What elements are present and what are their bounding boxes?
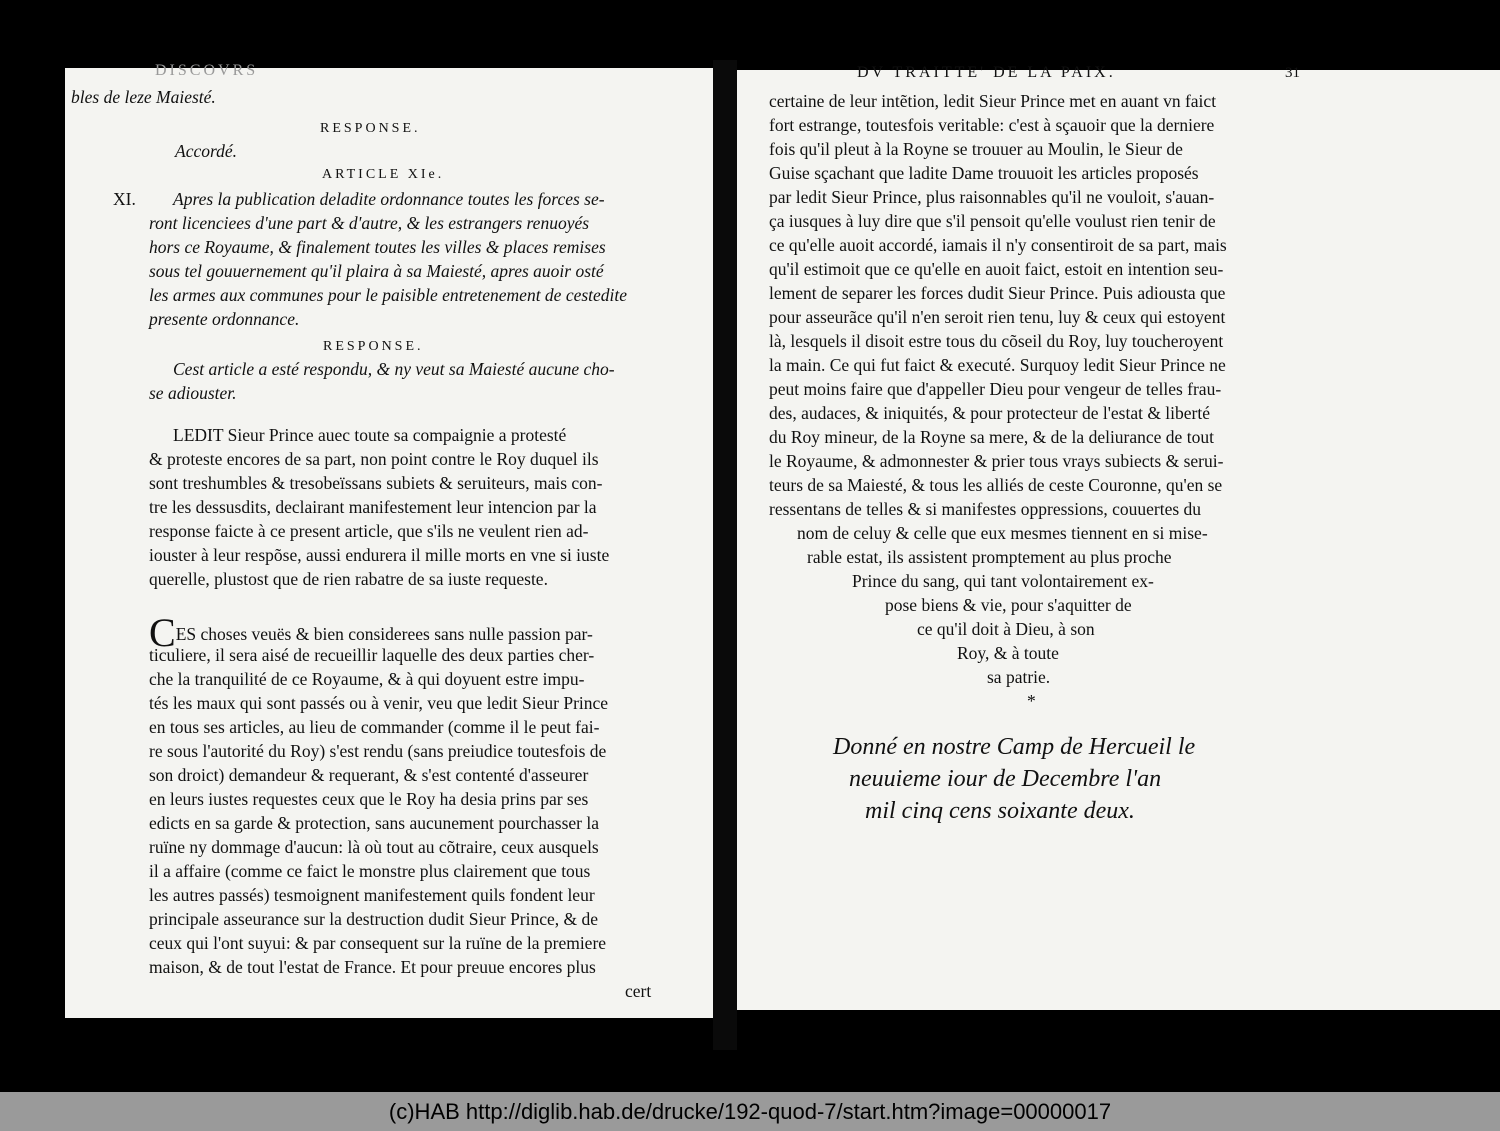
text-line: response faicte à ce present article, que s'ils ne veulent rien ad- [149, 521, 589, 541]
section-heading: RESPONSE. [320, 121, 421, 136]
text-line: iouster à leur respõse, aussi endurera il mille morts en vne si iuste [149, 545, 610, 565]
text-line: edicts en sa garde & protection, sans aucunement pourchasser la [149, 813, 599, 833]
text-line: fois qu'il pleut à la Royne se trouuer au Moulin, le Sieur de [769, 139, 1183, 159]
right-page [737, 64, 1500, 1010]
article-number: XI. [113, 189, 136, 209]
text-line: le Royaume, & admonnester & prier tous vrays subiects & serui- [769, 451, 1224, 471]
text-line: teurs de sa Maiesté, & tous les alliés de ceste Couronne, qu'en se [769, 475, 1223, 495]
text-line: Accordé. [175, 141, 238, 161]
catchword: cert [625, 981, 652, 1001]
text-line: sous tel gouuernement qu'il plaira à sa Maiesté, apres auoir osté [149, 261, 604, 281]
text-line: Apres la publication deladite ordonnance toutes les forces se- [173, 189, 605, 209]
text-line: sont treshumbles & tresobeïssans subiets & seruiteurs, mais con- [149, 473, 603, 493]
text-line: la main. Ce qui fut faict & executé. Surquoy ledit Sieur Prince ne [769, 355, 1226, 375]
text-line: qu'il estimoit que ce qu'elle en auoit faict, estoit en intention seu- [769, 259, 1224, 279]
ornament-asterisk: * [1027, 691, 1036, 711]
text-line: nom de celuy & celle que eux mesmes tiennent en si mise- [797, 523, 1208, 543]
text-line: certaine de leur intẽtion, ledit Sieur Prince met en auant vn faict [769, 91, 1217, 111]
text-line: Roy, & à toute [957, 643, 1059, 663]
text-line: les autres passés) tesmoignent manifestement quils fondent leur [149, 885, 595, 905]
text-line: Guise sçachant que ladite Dame trouuoit les articles proposés [769, 163, 1199, 183]
text-line: ce qu'elle auoit accordé, iamais il n'y consentiroit de sa part, mais [769, 235, 1227, 255]
text-line: bles de leze Maiesté. [71, 87, 216, 107]
text-line: querelle, plustost que de rien rabatre de sa iuste requeste. [149, 569, 548, 589]
text-line: rable estat, ils assistent promptement au plus proche [807, 547, 1172, 567]
text-line: peut moins faire que d'appeller Dieu pour vengeur de telles frau- [769, 379, 1222, 399]
text-line: lement de separer les forces dudit Sieur Prince. Puis adiousta que [769, 283, 1226, 303]
text-line: ES choses veuës & bien considerees sans nulle passion par- [175, 624, 593, 644]
text-line: & proteste encores de sa part, non point contre le Roy duquel ils [149, 449, 599, 469]
text-line: tre les dessusdits, declairant manifestement leur intencion par la [149, 497, 597, 517]
text-line: ceux qui l'ont suyui: & par consequent sur la ruïne de la premiere [149, 933, 607, 953]
text-line: sa patrie. [987, 667, 1051, 687]
text-line: ressentans de telles & si manifestes oppressions, couuertes du [769, 499, 1202, 519]
text-line: son droict) demandeur & requerant, & s'est contenté d'asseurer [149, 765, 589, 785]
text-line: Prince du sang, qui tant volontairement ex- [852, 571, 1154, 591]
text-line: pose biens & vie, pour s'aquitter de [885, 595, 1132, 615]
text-line: des, audaces, & iniquités, & pour protecteur de l'estat & liberté [769, 403, 1211, 423]
running-head-left: DISCOVRS [155, 62, 259, 79]
text-line: il a affaire (comme ce faict le monstre plus clairement que tous [149, 861, 591, 881]
text-line: pour asseurãce qu'il n'en seroit rien tenu, luy & ceux qui estoyent [769, 307, 1226, 327]
text-line: Cest article a esté respondu, & ny veut sa Maiesté aucune cho- [173, 359, 615, 379]
text-line: ça iusques à luy dire que s'il pensoit qu'elle voulust rien tenir de [769, 211, 1216, 231]
text-line: tés les maux qui sont passés ou à venir, veu que ledit Sieur Prince [149, 693, 609, 713]
drop-cap: C [149, 610, 176, 655]
text-line: là, lesquels il disoit estre tous du cõseil du Roy, luy toucheroyent [769, 331, 1224, 351]
text-line: ce qu'il doit à Dieu, à son [917, 619, 1095, 639]
copyright-footer: (c)HAB http://diglib.hab.de/drucke/192-quod-7/start.htm?image=00000017 [0, 1092, 1500, 1131]
signoff-line: Donné en nostre Camp de Hercueil le [833, 734, 1196, 760]
text-line: en leurs iustes requestes ceux que le Roy ha desia prins par ses [149, 789, 589, 809]
text-line: par ledit Sieur Prince, plus raisonnables qu'il ne vouloit, s'auan- [769, 187, 1215, 207]
text-line: ront licenciees d'une part & d'autre, & les estrangers renuoyés [149, 213, 590, 233]
text-line: ruïne ny dommage d'aucun: là où tout au cõtraire, ceux ausquels [149, 837, 599, 857]
text-line: fort estrange, toutesfois veritable: c'est à sçauoir que la derniere [769, 115, 1215, 135]
text-line: hors ce Royaume, & finalement toutes les villes & places remises [149, 237, 606, 257]
running-head-right: DV TRAITTE' DE LA PAIX. [857, 64, 1116, 81]
book-gutter [713, 60, 737, 1050]
text-line: presente ordonnance. [149, 309, 300, 329]
text-line: principale asseurance sur la destruction dudit Sieur Prince, & de [149, 909, 599, 929]
text-line: maison, & de tout l'estat de France. Et pour preuue encores plus [149, 957, 596, 977]
text-line: en tous ses articles, au lieu de commander (comme il le peut fai- [149, 717, 600, 737]
text-line: les armes aux communes pour le paisible entretenement de cestedite [149, 285, 628, 305]
text-line: ticuliere, il sera aisé de recueillir laquelle des deux parties cher- [149, 645, 595, 665]
signoff-line: neuuieme iour de Decembre l'an [849, 766, 1162, 792]
section-heading: RESPONSE. [323, 339, 424, 354]
signoff-line: mil cinq cens soixante deux. [865, 798, 1135, 824]
text-line: re sous l'autorité du Roy) s'est rendu (sans preiudice toutesfois de [149, 741, 607, 761]
text-line: se adiouster. [149, 383, 237, 403]
text-line: du Roy mineur, de la Royne sa mere, & de la deliurance de tout [769, 427, 1214, 447]
text-line: che la tranquilité de ce Royaume, & à qui doyuent estre impu- [149, 669, 585, 689]
text-line: LEDIT Sieur Prince auec toute sa compaignie a protesté [173, 425, 567, 445]
left-page [65, 62, 713, 1018]
article-heading: ARTICLE XIe. [322, 167, 445, 182]
page-number: 31 [1285, 65, 1300, 81]
